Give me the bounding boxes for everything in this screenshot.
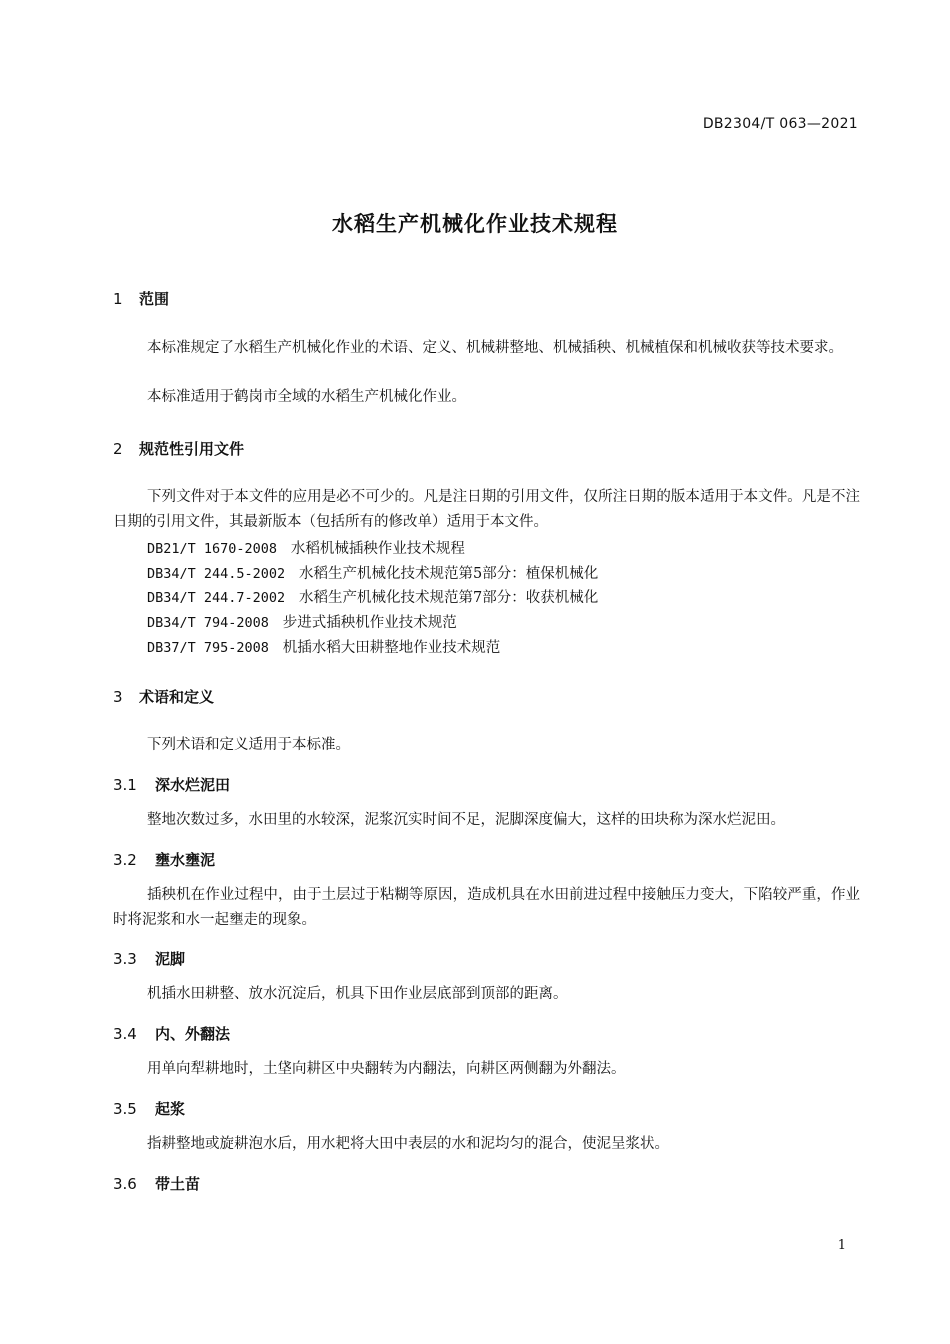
section-number: 3 <box>113 688 123 706</box>
term-title: 壅水壅泥 <box>155 851 216 869</box>
term-definition: 用单向犁耕地时，土垡向耕区中央翻转为内翻法，向耕区两侧翻为外翻法。 <box>147 1061 626 1077</box>
reference-item <box>147 586 598 607</box>
reference-item <box>147 537 465 558</box>
term-title: 带土苗 <box>155 1175 201 1193</box>
term-definition: 指耕整地或旋耕泡水后，用水耙将大田中表层的水和泥均匀的混合，使泥呈浆状。 <box>147 1136 669 1152</box>
reference-name: 水稻机械插秧作业技术规程 <box>290 541 465 557</box>
term-number: 3.4 <box>113 1025 137 1043</box>
section-title: 规范性引用文件 <box>139 440 245 458</box>
page-number: 1 <box>837 1238 846 1253</box>
section-heading-terms-definitions <box>113 686 214 707</box>
reference-item <box>147 636 500 657</box>
section-number: 2 <box>113 440 123 458</box>
reference-item <box>147 611 457 632</box>
section-heading-scope <box>113 288 169 309</box>
reference-name: 水稻生产机械化技术规范第7部分：收获机械化 <box>299 590 599 606</box>
references-intro-paragraph: 下列文件对于本文件的应用是必不可少的。凡是注日期的引用文件，仅所注日期的版本适用于本文件。凡是不注日期的引用文件，其最新版本（包括所有的修改单）适用于本文件。 <box>113 489 860 530</box>
term-heading <box>113 1173 200 1194</box>
standard-code: DB2304/T 063—2021 <box>702 116 858 132</box>
term-number: 3.2 <box>113 851 137 869</box>
term-title: 深水烂泥田 <box>155 776 231 794</box>
scope-paragraph-1: 本标准规定了水稻生产机械化作业的术语、定义、机械耕整地、机械插秧、机械植保和机械收获等技术要求。 <box>147 340 843 356</box>
section-title: 范围 <box>139 290 170 308</box>
term-number: 3.3 <box>113 950 137 968</box>
term-heading <box>113 849 215 870</box>
term-title: 起浆 <box>155 1100 186 1118</box>
reference-code: DB34/T 794-2008 <box>147 615 269 631</box>
term-number: 3.5 <box>113 1100 137 1118</box>
section-heading-normative-references <box>113 438 244 459</box>
terms-intro-paragraph: 下列术语和定义适用于本标准。 <box>147 737 350 753</box>
reference-code: DB34/T 244.7-2002 <box>147 590 286 606</box>
term-definition: 机插水田耕整、放水沉淀后，机具下田作业层底部到顶部的距离。 <box>147 986 568 1002</box>
term-heading <box>113 1023 230 1044</box>
reference-name: 水稻生产机械化技术规范第5部分：植保机械化 <box>299 566 599 582</box>
reference-code: DB34/T 244.5-2002 <box>147 566 286 582</box>
term-definition: 整地次数过多，水田里的水较深，泥浆沉实时间不足，泥脚深度偏大，这样的田块称为深水烂泥田。 <box>147 812 785 828</box>
reference-name: 步进式插秧机作业技术规范 <box>282 615 457 631</box>
term-heading <box>113 948 185 969</box>
reference-item <box>147 562 598 583</box>
reference-code: DB21/T 1670-2008 <box>147 541 278 557</box>
document-title: 水稻生产机械化作业技术规程 <box>332 212 618 236</box>
term-heading <box>113 1098 185 1119</box>
section-title: 术语和定义 <box>139 688 215 706</box>
section-number: 1 <box>113 290 123 308</box>
scope-paragraph-2: 本标准适用于鹤岗市全域的水稻生产机械化作业。 <box>147 389 466 405</box>
term-number: 3.1 <box>113 776 137 794</box>
term-title: 内、外翻法 <box>155 1025 231 1043</box>
term-heading <box>113 774 230 795</box>
term-number: 3.6 <box>113 1175 137 1193</box>
reference-name: 机插水稻大田耕整地作业技术规范 <box>282 640 501 656</box>
term-title: 泥脚 <box>155 950 186 968</box>
term-definition: 插秧机在作业过程中，由于土层过于粘糊等原因，造成机具在水田前进过程中接触压力变大，下陷较严重，作业时将泥浆和水一起壅走的现象。 <box>113 887 860 928</box>
reference-code: DB37/T 795-2008 <box>147 640 269 656</box>
